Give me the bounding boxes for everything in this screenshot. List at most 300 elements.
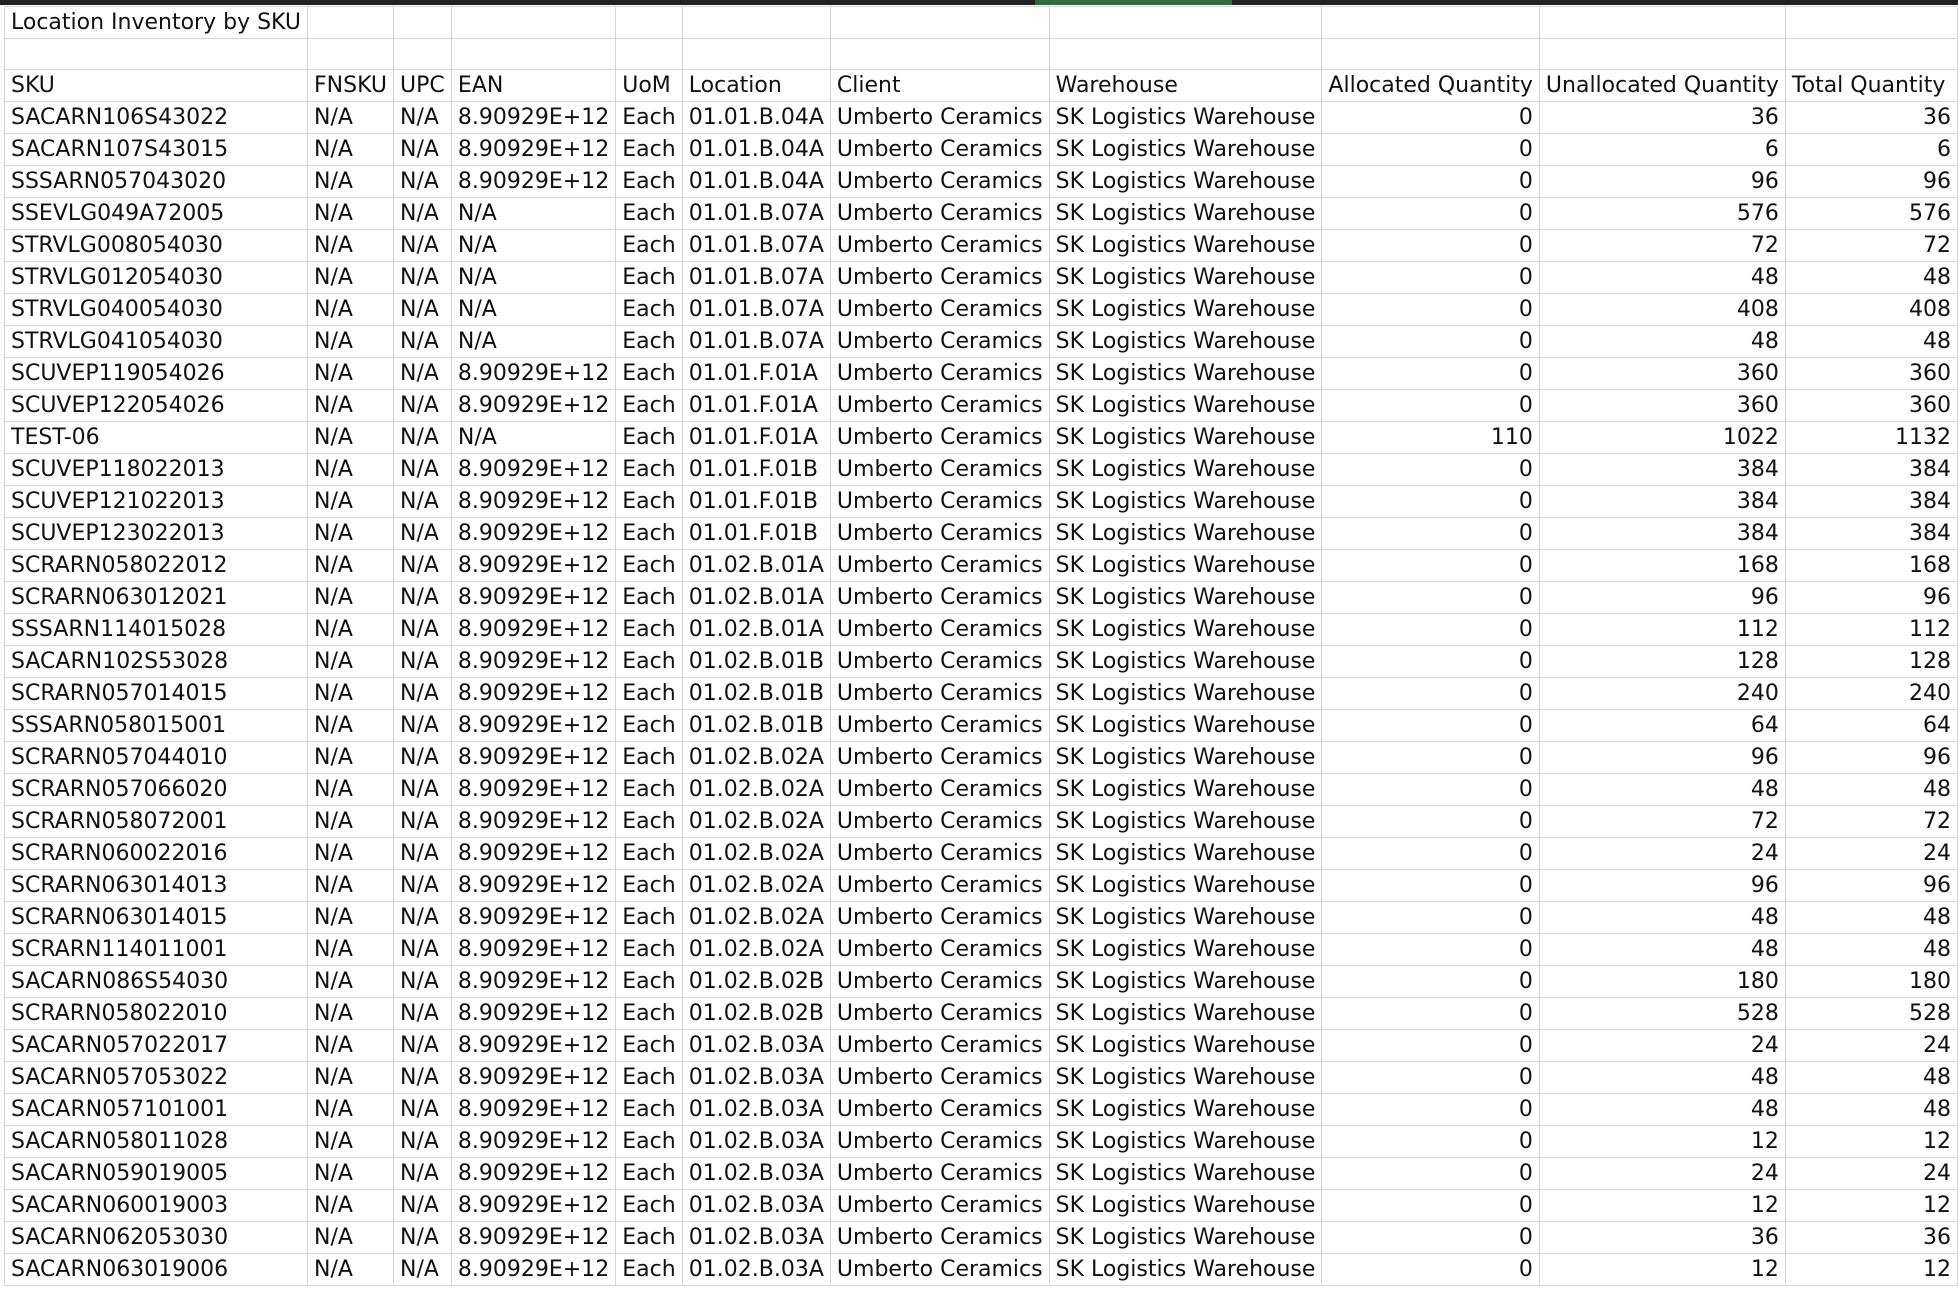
cell-uom[interactable]: Each bbox=[616, 262, 683, 294]
cell-fnsku[interactable]: N/A bbox=[308, 934, 394, 966]
cell-fnsku[interactable]: N/A bbox=[308, 230, 394, 262]
cell-ean[interactable]: 8.90929E+12 bbox=[451, 518, 615, 550]
cell-total-quantity[interactable]: 528 bbox=[1785, 998, 1957, 1030]
cell-location[interactable]: 01.02.B.01B bbox=[682, 646, 830, 678]
header-total-quantity[interactable]: Total Quantity bbox=[1785, 70, 1957, 102]
cell-location[interactable]: 01.02.B.01A bbox=[682, 582, 830, 614]
cell-location[interactable]: 01.01.F.01B bbox=[682, 486, 830, 518]
cell-warehouse[interactable]: SK Logistics Warehouse bbox=[1049, 294, 1322, 326]
cell-upc[interactable]: N/A bbox=[394, 838, 452, 870]
cell-ean[interactable]: N/A bbox=[451, 262, 615, 294]
cell-sku[interactable]: SSSARN057043020 bbox=[5, 166, 308, 198]
cell-total-quantity[interactable]: 48 bbox=[1785, 262, 1957, 294]
cell-total-quantity[interactable]: 240 bbox=[1785, 678, 1957, 710]
cell-ean[interactable]: 8.90929E+12 bbox=[451, 1254, 615, 1286]
cell-warehouse[interactable]: SK Logistics Warehouse bbox=[1049, 678, 1322, 710]
cell-upc[interactable]: N/A bbox=[394, 774, 452, 806]
cell-upc[interactable]: N/A bbox=[394, 1030, 452, 1062]
cell-uom[interactable]: Each bbox=[616, 966, 683, 998]
cell-location[interactable]: 01.02.B.01A bbox=[682, 550, 830, 582]
cell-ean[interactable]: 8.90929E+12 bbox=[451, 838, 615, 870]
cell-upc[interactable]: N/A bbox=[394, 550, 452, 582]
cell-fnsku[interactable]: N/A bbox=[308, 326, 394, 358]
cell-sku[interactable]: SCUVEP122054026 bbox=[5, 390, 308, 422]
cell-uom[interactable]: Each bbox=[616, 550, 683, 582]
cell-total-quantity[interactable]: 48 bbox=[1785, 1094, 1957, 1126]
cell-sku[interactable]: SCRARN114011001 bbox=[5, 934, 308, 966]
cell-total-quantity[interactable]: 180 bbox=[1785, 966, 1957, 998]
cell-sku[interactable]: SACARN059019005 bbox=[5, 1158, 308, 1190]
report-title-cell[interactable]: Location Inventory by SKU bbox=[5, 7, 308, 39]
cell-fnsku[interactable]: N/A bbox=[308, 742, 394, 774]
cell[interactable] bbox=[308, 39, 394, 70]
cell-ean[interactable]: 8.90929E+12 bbox=[451, 742, 615, 774]
header-fnsku[interactable]: FNSKU bbox=[308, 70, 394, 102]
cell-unallocated-quantity[interactable]: 128 bbox=[1539, 646, 1785, 678]
cell-upc[interactable]: N/A bbox=[394, 1158, 452, 1190]
cell-location[interactable]: 01.01.F.01B bbox=[682, 454, 830, 486]
cell-fnsku[interactable]: N/A bbox=[308, 1094, 394, 1126]
header-allocated-quantity[interactable]: Allocated Quantity bbox=[1322, 70, 1540, 102]
cell-unallocated-quantity[interactable]: 24 bbox=[1539, 1158, 1785, 1190]
cell[interactable] bbox=[1322, 7, 1540, 39]
cell-allocated-quantity[interactable]: 0 bbox=[1322, 198, 1540, 230]
cell-fnsku[interactable]: N/A bbox=[308, 262, 394, 294]
cell-ean[interactable]: 8.90929E+12 bbox=[451, 1126, 615, 1158]
cell-client[interactable]: Umberto Ceramics bbox=[830, 998, 1049, 1030]
cell-fnsku[interactable]: N/A bbox=[308, 166, 394, 198]
cell-ean[interactable]: 8.90929E+12 bbox=[451, 966, 615, 998]
cell-upc[interactable]: N/A bbox=[394, 1190, 452, 1222]
cell-sku[interactable]: STRVLG040054030 bbox=[5, 294, 308, 326]
cell-unallocated-quantity[interactable]: 64 bbox=[1539, 710, 1785, 742]
cell-total-quantity[interactable]: 576 bbox=[1785, 198, 1957, 230]
cell-total-quantity[interactable]: 168 bbox=[1785, 550, 1957, 582]
cell-sku[interactable]: SCRARN058022012 bbox=[5, 550, 308, 582]
cell-client[interactable]: Umberto Ceramics bbox=[830, 1030, 1049, 1062]
cell-ean[interactable]: 8.90929E+12 bbox=[451, 998, 615, 1030]
cell-allocated-quantity[interactable]: 0 bbox=[1322, 582, 1540, 614]
cell-uom[interactable]: Each bbox=[616, 1222, 683, 1254]
cell-location[interactable]: 01.01.B.04A bbox=[682, 166, 830, 198]
cell-uom[interactable]: Each bbox=[616, 326, 683, 358]
cell-sku[interactable]: SCRARN058072001 bbox=[5, 806, 308, 838]
cell-allocated-quantity[interactable]: 0 bbox=[1322, 774, 1540, 806]
cell-fnsku[interactable]: N/A bbox=[308, 358, 394, 390]
cell-allocated-quantity[interactable]: 0 bbox=[1322, 742, 1540, 774]
cell-unallocated-quantity[interactable]: 528 bbox=[1539, 998, 1785, 1030]
cell-warehouse[interactable]: SK Logistics Warehouse bbox=[1049, 134, 1322, 166]
cell-ean[interactable]: N/A bbox=[451, 422, 615, 454]
cell-ean[interactable]: 8.90929E+12 bbox=[451, 614, 615, 646]
cell-upc[interactable]: N/A bbox=[394, 870, 452, 902]
cell[interactable] bbox=[5, 39, 308, 70]
cell-fnsku[interactable]: N/A bbox=[308, 1254, 394, 1286]
cell[interactable] bbox=[1049, 39, 1322, 70]
cell-total-quantity[interactable]: 24 bbox=[1785, 1158, 1957, 1190]
cell-allocated-quantity[interactable]: 0 bbox=[1322, 614, 1540, 646]
cell-ean[interactable]: 8.90929E+12 bbox=[451, 1094, 615, 1126]
cell-fnsku[interactable]: N/A bbox=[308, 550, 394, 582]
cell-unallocated-quantity[interactable]: 24 bbox=[1539, 1030, 1785, 1062]
cell-upc[interactable]: N/A bbox=[394, 294, 452, 326]
cell-allocated-quantity[interactable]: 0 bbox=[1322, 262, 1540, 294]
cell-fnsku[interactable]: N/A bbox=[308, 806, 394, 838]
cell-total-quantity[interactable]: 6 bbox=[1785, 134, 1957, 166]
cell[interactable] bbox=[1322, 39, 1540, 70]
cell-allocated-quantity[interactable]: 0 bbox=[1322, 518, 1540, 550]
cell-sku[interactable]: TEST-06 bbox=[5, 422, 308, 454]
cell-total-quantity[interactable]: 12 bbox=[1785, 1254, 1957, 1286]
cell-client[interactable]: Umberto Ceramics bbox=[830, 262, 1049, 294]
cell-fnsku[interactable]: N/A bbox=[308, 294, 394, 326]
cell-uom[interactable]: Each bbox=[616, 166, 683, 198]
cell-ean[interactable]: 8.90929E+12 bbox=[451, 934, 615, 966]
cell-total-quantity[interactable]: 12 bbox=[1785, 1190, 1957, 1222]
cell-uom[interactable]: Each bbox=[616, 710, 683, 742]
cell-fnsku[interactable]: N/A bbox=[308, 134, 394, 166]
cell[interactable] bbox=[1785, 7, 1957, 39]
cell-warehouse[interactable]: SK Logistics Warehouse bbox=[1049, 454, 1322, 486]
cell-fnsku[interactable]: N/A bbox=[308, 1126, 394, 1158]
cell-allocated-quantity[interactable]: 0 bbox=[1322, 1190, 1540, 1222]
cell-uom[interactable]: Each bbox=[616, 614, 683, 646]
cell-uom[interactable]: Each bbox=[616, 838, 683, 870]
cell[interactable] bbox=[394, 7, 452, 39]
cell-warehouse[interactable]: SK Logistics Warehouse bbox=[1049, 422, 1322, 454]
cell-sku[interactable]: SCRARN063012021 bbox=[5, 582, 308, 614]
cell-ean[interactable]: 8.90929E+12 bbox=[451, 1158, 615, 1190]
cell-uom[interactable]: Each bbox=[616, 422, 683, 454]
cell-unallocated-quantity[interactable]: 48 bbox=[1539, 774, 1785, 806]
cell-location[interactable]: 01.01.F.01B bbox=[682, 518, 830, 550]
header-location[interactable]: Location bbox=[682, 70, 830, 102]
cell-location[interactable]: 01.02.B.02B bbox=[682, 966, 830, 998]
cell-upc[interactable]: N/A bbox=[394, 902, 452, 934]
cell-warehouse[interactable]: SK Logistics Warehouse bbox=[1049, 198, 1322, 230]
cell-upc[interactable]: N/A bbox=[394, 614, 452, 646]
cell-total-quantity[interactable]: 48 bbox=[1785, 326, 1957, 358]
cell-uom[interactable]: Each bbox=[616, 358, 683, 390]
cell-ean[interactable]: 8.90929E+12 bbox=[451, 134, 615, 166]
header-warehouse[interactable]: Warehouse bbox=[1049, 70, 1322, 102]
cell-allocated-quantity[interactable]: 0 bbox=[1322, 326, 1540, 358]
cell-warehouse[interactable]: SK Logistics Warehouse bbox=[1049, 1126, 1322, 1158]
cell-sku[interactable]: SACARN063019006 bbox=[5, 1254, 308, 1286]
cell-client[interactable]: Umberto Ceramics bbox=[830, 1254, 1049, 1286]
cell-total-quantity[interactable]: 48 bbox=[1785, 934, 1957, 966]
cell-unallocated-quantity[interactable]: 48 bbox=[1539, 262, 1785, 294]
header-client[interactable]: Client bbox=[830, 70, 1049, 102]
cell-sku[interactable]: STRVLG008054030 bbox=[5, 230, 308, 262]
cell-warehouse[interactable]: SK Logistics Warehouse bbox=[1049, 230, 1322, 262]
cell-uom[interactable]: Each bbox=[616, 454, 683, 486]
cell-warehouse[interactable]: SK Logistics Warehouse bbox=[1049, 774, 1322, 806]
cell-allocated-quantity[interactable]: 0 bbox=[1322, 294, 1540, 326]
cell-warehouse[interactable]: SK Logistics Warehouse bbox=[1049, 646, 1322, 678]
cell-upc[interactable]: N/A bbox=[394, 742, 452, 774]
cell-uom[interactable]: Each bbox=[616, 806, 683, 838]
cell-warehouse[interactable]: SK Logistics Warehouse bbox=[1049, 614, 1322, 646]
cell[interactable] bbox=[616, 7, 683, 39]
cell-allocated-quantity[interactable]: 0 bbox=[1322, 870, 1540, 902]
cell-fnsku[interactable]: N/A bbox=[308, 486, 394, 518]
cell-ean[interactable]: N/A bbox=[451, 294, 615, 326]
cell-client[interactable]: Umberto Ceramics bbox=[830, 550, 1049, 582]
cell-upc[interactable]: N/A bbox=[394, 934, 452, 966]
cell-warehouse[interactable]: SK Logistics Warehouse bbox=[1049, 262, 1322, 294]
cell-fnsku[interactable]: N/A bbox=[308, 710, 394, 742]
cell-uom[interactable]: Each bbox=[616, 134, 683, 166]
cell-sku[interactable]: SACARN106S43022 bbox=[5, 102, 308, 134]
cell-sku[interactable]: STRVLG041054030 bbox=[5, 326, 308, 358]
cell-ean[interactable]: 8.90929E+12 bbox=[451, 454, 615, 486]
cell-allocated-quantity[interactable]: 0 bbox=[1322, 646, 1540, 678]
cell-upc[interactable]: N/A bbox=[394, 486, 452, 518]
cell-unallocated-quantity[interactable]: 36 bbox=[1539, 1222, 1785, 1254]
cell-sku[interactable]: SACARN062053030 bbox=[5, 1222, 308, 1254]
cell-ean[interactable]: N/A bbox=[451, 230, 615, 262]
cell-ean[interactable]: 8.90929E+12 bbox=[451, 102, 615, 134]
cell-client[interactable]: Umberto Ceramics bbox=[830, 486, 1049, 518]
cell-total-quantity[interactable]: 96 bbox=[1785, 166, 1957, 198]
cell-location[interactable]: 01.02.B.02A bbox=[682, 902, 830, 934]
cell-warehouse[interactable]: SK Logistics Warehouse bbox=[1049, 550, 1322, 582]
cell-ean[interactable]: 8.90929E+12 bbox=[451, 390, 615, 422]
cell-warehouse[interactable]: SK Logistics Warehouse bbox=[1049, 390, 1322, 422]
cell-sku[interactable]: SCRARN057044010 bbox=[5, 742, 308, 774]
cell-warehouse[interactable]: SK Logistics Warehouse bbox=[1049, 166, 1322, 198]
cell-upc[interactable]: N/A bbox=[394, 262, 452, 294]
cell-sku[interactable]: SACARN057101001 bbox=[5, 1094, 308, 1126]
cell-uom[interactable]: Each bbox=[616, 934, 683, 966]
cell-warehouse[interactable]: SK Logistics Warehouse bbox=[1049, 838, 1322, 870]
cell-location[interactable]: 01.02.B.02A bbox=[682, 838, 830, 870]
cell-allocated-quantity[interactable]: 0 bbox=[1322, 134, 1540, 166]
cell-upc[interactable]: N/A bbox=[394, 1062, 452, 1094]
cell-fnsku[interactable]: N/A bbox=[308, 838, 394, 870]
cell-upc[interactable]: N/A bbox=[394, 454, 452, 486]
cell-upc[interactable]: N/A bbox=[394, 710, 452, 742]
cell-sku[interactable]: SCRARN063014015 bbox=[5, 902, 308, 934]
cell-location[interactable]: 01.02.B.02A bbox=[682, 806, 830, 838]
cell-location[interactable]: 01.01.B.04A bbox=[682, 102, 830, 134]
cell-upc[interactable]: N/A bbox=[394, 422, 452, 454]
cell-total-quantity[interactable]: 112 bbox=[1785, 614, 1957, 646]
cell-client[interactable]: Umberto Ceramics bbox=[830, 582, 1049, 614]
cell-warehouse[interactable]: SK Logistics Warehouse bbox=[1049, 1222, 1322, 1254]
cell-location[interactable]: 01.02.B.02B bbox=[682, 998, 830, 1030]
cell-sku[interactable]: SCUVEP119054026 bbox=[5, 358, 308, 390]
cell-unallocated-quantity[interactable]: 48 bbox=[1539, 934, 1785, 966]
cell-total-quantity[interactable]: 360 bbox=[1785, 390, 1957, 422]
cell-warehouse[interactable]: SK Logistics Warehouse bbox=[1049, 710, 1322, 742]
cell[interactable] bbox=[451, 39, 615, 70]
cell-unallocated-quantity[interactable]: 384 bbox=[1539, 486, 1785, 518]
cell-uom[interactable]: Each bbox=[616, 742, 683, 774]
cell-warehouse[interactable]: SK Logistics Warehouse bbox=[1049, 1030, 1322, 1062]
cell-unallocated-quantity[interactable]: 48 bbox=[1539, 326, 1785, 358]
cell-allocated-quantity[interactable]: 0 bbox=[1322, 678, 1540, 710]
cell[interactable] bbox=[830, 7, 1049, 39]
cell-fnsku[interactable]: N/A bbox=[308, 646, 394, 678]
cell-allocated-quantity[interactable]: 0 bbox=[1322, 902, 1540, 934]
cell-uom[interactable]: Each bbox=[616, 294, 683, 326]
cell-ean[interactable]: N/A bbox=[451, 326, 615, 358]
cell-total-quantity[interactable]: 128 bbox=[1785, 646, 1957, 678]
cell-client[interactable]: Umberto Ceramics bbox=[830, 614, 1049, 646]
cell-unallocated-quantity[interactable]: 360 bbox=[1539, 390, 1785, 422]
cell-warehouse[interactable]: SK Logistics Warehouse bbox=[1049, 806, 1322, 838]
cell-upc[interactable]: N/A bbox=[394, 518, 452, 550]
cell-fnsku[interactable]: N/A bbox=[308, 998, 394, 1030]
cell-upc[interactable]: N/A bbox=[394, 1094, 452, 1126]
cell-ean[interactable]: 8.90929E+12 bbox=[451, 774, 615, 806]
cell-unallocated-quantity[interactable]: 112 bbox=[1539, 614, 1785, 646]
cell-warehouse[interactable]: SK Logistics Warehouse bbox=[1049, 518, 1322, 550]
header-sku[interactable]: SKU bbox=[5, 70, 308, 102]
cell-client[interactable]: Umberto Ceramics bbox=[830, 230, 1049, 262]
cell-uom[interactable]: Each bbox=[616, 870, 683, 902]
cell-client[interactable]: Umberto Ceramics bbox=[830, 294, 1049, 326]
cell-client[interactable]: Umberto Ceramics bbox=[830, 1158, 1049, 1190]
cell-allocated-quantity[interactable]: 110 bbox=[1322, 422, 1540, 454]
cell-client[interactable]: Umberto Ceramics bbox=[830, 678, 1049, 710]
cell-client[interactable]: Umberto Ceramics bbox=[830, 422, 1049, 454]
cell-warehouse[interactable]: SK Logistics Warehouse bbox=[1049, 582, 1322, 614]
cell-allocated-quantity[interactable]: 0 bbox=[1322, 1254, 1540, 1286]
cell-uom[interactable]: Each bbox=[616, 1126, 683, 1158]
cell-unallocated-quantity[interactable]: 96 bbox=[1539, 870, 1785, 902]
cell-ean[interactable]: 8.90929E+12 bbox=[451, 1030, 615, 1062]
cell-fnsku[interactable]: N/A bbox=[308, 614, 394, 646]
cell-total-quantity[interactable]: 24 bbox=[1785, 1030, 1957, 1062]
cell-upc[interactable]: N/A bbox=[394, 646, 452, 678]
header-upc[interactable]: UPC bbox=[394, 70, 452, 102]
cell-uom[interactable]: Each bbox=[616, 582, 683, 614]
cell-fnsku[interactable]: N/A bbox=[308, 678, 394, 710]
cell-sku[interactable]: SACARN060019003 bbox=[5, 1190, 308, 1222]
cell-client[interactable]: Umberto Ceramics bbox=[830, 1126, 1049, 1158]
cell-sku[interactable]: SCUVEP121022013 bbox=[5, 486, 308, 518]
cell-location[interactable]: 01.02.B.03A bbox=[682, 1126, 830, 1158]
cell-total-quantity[interactable]: 384 bbox=[1785, 486, 1957, 518]
cell-unallocated-quantity[interactable]: 36 bbox=[1539, 102, 1785, 134]
cell-allocated-quantity[interactable]: 0 bbox=[1322, 166, 1540, 198]
cell-fnsku[interactable]: N/A bbox=[308, 582, 394, 614]
cell-unallocated-quantity[interactable]: 72 bbox=[1539, 230, 1785, 262]
cell-sku[interactable]: SCRARN063014013 bbox=[5, 870, 308, 902]
cell-warehouse[interactable]: SK Logistics Warehouse bbox=[1049, 998, 1322, 1030]
cell-ean[interactable]: 8.90929E+12 bbox=[451, 806, 615, 838]
cell-ean[interactable]: 8.90929E+12 bbox=[451, 486, 615, 518]
cell-uom[interactable]: Each bbox=[616, 518, 683, 550]
cell-total-quantity[interactable]: 72 bbox=[1785, 230, 1957, 262]
cell-ean[interactable]: 8.90929E+12 bbox=[451, 1062, 615, 1094]
cell-ean[interactable]: 8.90929E+12 bbox=[451, 870, 615, 902]
cell-fnsku[interactable]: N/A bbox=[308, 1190, 394, 1222]
cell-location[interactable]: 01.02.B.03A bbox=[682, 1222, 830, 1254]
cell-allocated-quantity[interactable]: 0 bbox=[1322, 1094, 1540, 1126]
cell-total-quantity[interactable]: 96 bbox=[1785, 582, 1957, 614]
cell[interactable] bbox=[616, 39, 683, 70]
cell-upc[interactable]: N/A bbox=[394, 998, 452, 1030]
cell-uom[interactable]: Each bbox=[616, 998, 683, 1030]
cell-location[interactable]: 01.02.B.02A bbox=[682, 742, 830, 774]
header-uom[interactable]: UoM bbox=[616, 70, 683, 102]
cell-sku[interactable]: SACARN057022017 bbox=[5, 1030, 308, 1062]
cell-allocated-quantity[interactable]: 0 bbox=[1322, 454, 1540, 486]
cell-location[interactable]: 01.01.F.01A bbox=[682, 358, 830, 390]
cell[interactable] bbox=[1049, 7, 1322, 39]
cell-client[interactable]: Umberto Ceramics bbox=[830, 1094, 1049, 1126]
cell-location[interactable]: 01.01.B.07A bbox=[682, 294, 830, 326]
cell-ean[interactable]: 8.90929E+12 bbox=[451, 358, 615, 390]
cell-unallocated-quantity[interactable]: 12 bbox=[1539, 1126, 1785, 1158]
cell-client[interactable]: Umberto Ceramics bbox=[830, 390, 1049, 422]
cell-uom[interactable]: Each bbox=[616, 902, 683, 934]
cell-total-quantity[interactable]: 48 bbox=[1785, 902, 1957, 934]
cell-sku[interactable]: SSSARN058015001 bbox=[5, 710, 308, 742]
cell-allocated-quantity[interactable]: 0 bbox=[1322, 550, 1540, 582]
cell-ean[interactable]: 8.90929E+12 bbox=[451, 166, 615, 198]
cell-unallocated-quantity[interactable]: 408 bbox=[1539, 294, 1785, 326]
cell-total-quantity[interactable]: 72 bbox=[1785, 806, 1957, 838]
cell-total-quantity[interactable]: 36 bbox=[1785, 1222, 1957, 1254]
cell-upc[interactable]: N/A bbox=[394, 230, 452, 262]
cell-fnsku[interactable]: N/A bbox=[308, 454, 394, 486]
cell-location[interactable]: 01.02.B.03A bbox=[682, 1190, 830, 1222]
cell-uom[interactable]: Each bbox=[616, 1062, 683, 1094]
cell-total-quantity[interactable]: 48 bbox=[1785, 774, 1957, 806]
cell-allocated-quantity[interactable]: 0 bbox=[1322, 710, 1540, 742]
cell[interactable] bbox=[394, 39, 452, 70]
header-ean[interactable]: EAN bbox=[451, 70, 615, 102]
cell-sku[interactable]: SACARN086S54030 bbox=[5, 966, 308, 998]
cell-total-quantity[interactable]: 1132 bbox=[1785, 422, 1957, 454]
cell-client[interactable]: Umberto Ceramics bbox=[830, 454, 1049, 486]
cell-unallocated-quantity[interactable]: 384 bbox=[1539, 518, 1785, 550]
cell-warehouse[interactable]: SK Logistics Warehouse bbox=[1049, 1158, 1322, 1190]
cell-location[interactable]: 01.01.F.01A bbox=[682, 422, 830, 454]
cell-uom[interactable]: Each bbox=[616, 230, 683, 262]
cell-allocated-quantity[interactable]: 0 bbox=[1322, 102, 1540, 134]
cell-fnsku[interactable]: N/A bbox=[308, 1222, 394, 1254]
cell-unallocated-quantity[interactable]: 48 bbox=[1539, 902, 1785, 934]
cell-unallocated-quantity[interactable]: 72 bbox=[1539, 806, 1785, 838]
cell-client[interactable]: Umberto Ceramics bbox=[830, 1190, 1049, 1222]
cell-total-quantity[interactable]: 408 bbox=[1785, 294, 1957, 326]
cell-warehouse[interactable]: SK Logistics Warehouse bbox=[1049, 1094, 1322, 1126]
cell-sku[interactable]: SACARN057053022 bbox=[5, 1062, 308, 1094]
cell-fnsku[interactable]: N/A bbox=[308, 870, 394, 902]
header-unallocated-quantity[interactable]: Unallocated Quantity bbox=[1539, 70, 1785, 102]
cell-total-quantity[interactable]: 24 bbox=[1785, 838, 1957, 870]
cell-allocated-quantity[interactable]: 0 bbox=[1322, 1222, 1540, 1254]
cell-sku[interactable]: SCRARN057014015 bbox=[5, 678, 308, 710]
cell-fnsku[interactable]: N/A bbox=[308, 198, 394, 230]
cell-sku[interactable]: SCRARN057066020 bbox=[5, 774, 308, 806]
cell-unallocated-quantity[interactable]: 48 bbox=[1539, 1094, 1785, 1126]
cell-location[interactable]: 01.02.B.03A bbox=[682, 1030, 830, 1062]
cell-client[interactable]: Umberto Ceramics bbox=[830, 358, 1049, 390]
cell-allocated-quantity[interactable]: 0 bbox=[1322, 966, 1540, 998]
cell-allocated-quantity[interactable]: 0 bbox=[1322, 486, 1540, 518]
cell-location[interactable]: 01.02.B.03A bbox=[682, 1062, 830, 1094]
cell-allocated-quantity[interactable]: 0 bbox=[1322, 934, 1540, 966]
cell-upc[interactable]: N/A bbox=[394, 166, 452, 198]
cell-unallocated-quantity[interactable]: 12 bbox=[1539, 1254, 1785, 1286]
